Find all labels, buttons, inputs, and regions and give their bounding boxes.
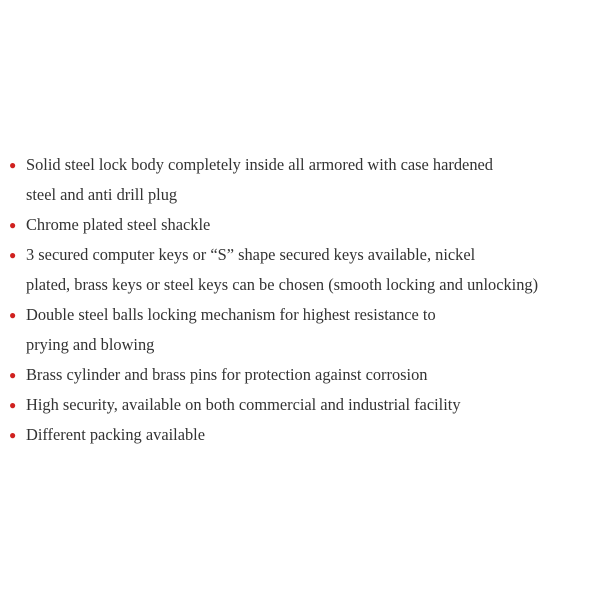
feature-item-security [9,390,594,420]
feature-line: Chrome plated steel shackle [26,215,211,234]
feature-line: steel and anti drill plug [26,185,178,204]
feature-text [26,360,594,390]
feature-list [9,150,594,450]
bullet-icon: ● [9,428,17,442]
feature-item-cylinder [9,360,594,390]
feature-text [26,420,594,450]
feature-line: Different packing available [26,425,206,444]
feature-text [26,150,594,210]
feature-item-keys [9,240,594,300]
feature-line: Double steel balls locking mechanism for highest resistance to [26,305,436,324]
feature-line: Solid steel lock body completely inside all armored with case hardened [26,155,493,174]
feature-item-shackle [9,210,594,240]
bullet-icon: ● [9,398,17,412]
bullet-icon: ● [9,368,17,382]
feature-text [26,210,594,240]
feature-line: Brass cylinder and brass pins for protection against corrosion [26,365,428,384]
feature-text [26,240,594,300]
feature-item-lock-body [9,150,594,210]
feature-text [26,390,594,420]
feature-line: plated, brass keys or steel keys can be chosen (smooth locking and unlocking) [26,275,539,294]
feature-item-locking-mechanism [9,300,594,360]
bullet-icon: ● [9,308,17,322]
bullet-icon: ● [9,248,17,262]
feature-text [26,300,594,360]
feature-item-packing [9,420,594,450]
feature-line: 3 secured computer keys or “S” shape secured keys available, nickel [26,245,476,264]
feature-line: High security, available on both commercial and industrial facility [26,395,461,414]
bullet-icon: ● [9,158,17,172]
feature-line: prying and blowing [26,335,155,354]
bullet-icon: ● [9,218,17,232]
